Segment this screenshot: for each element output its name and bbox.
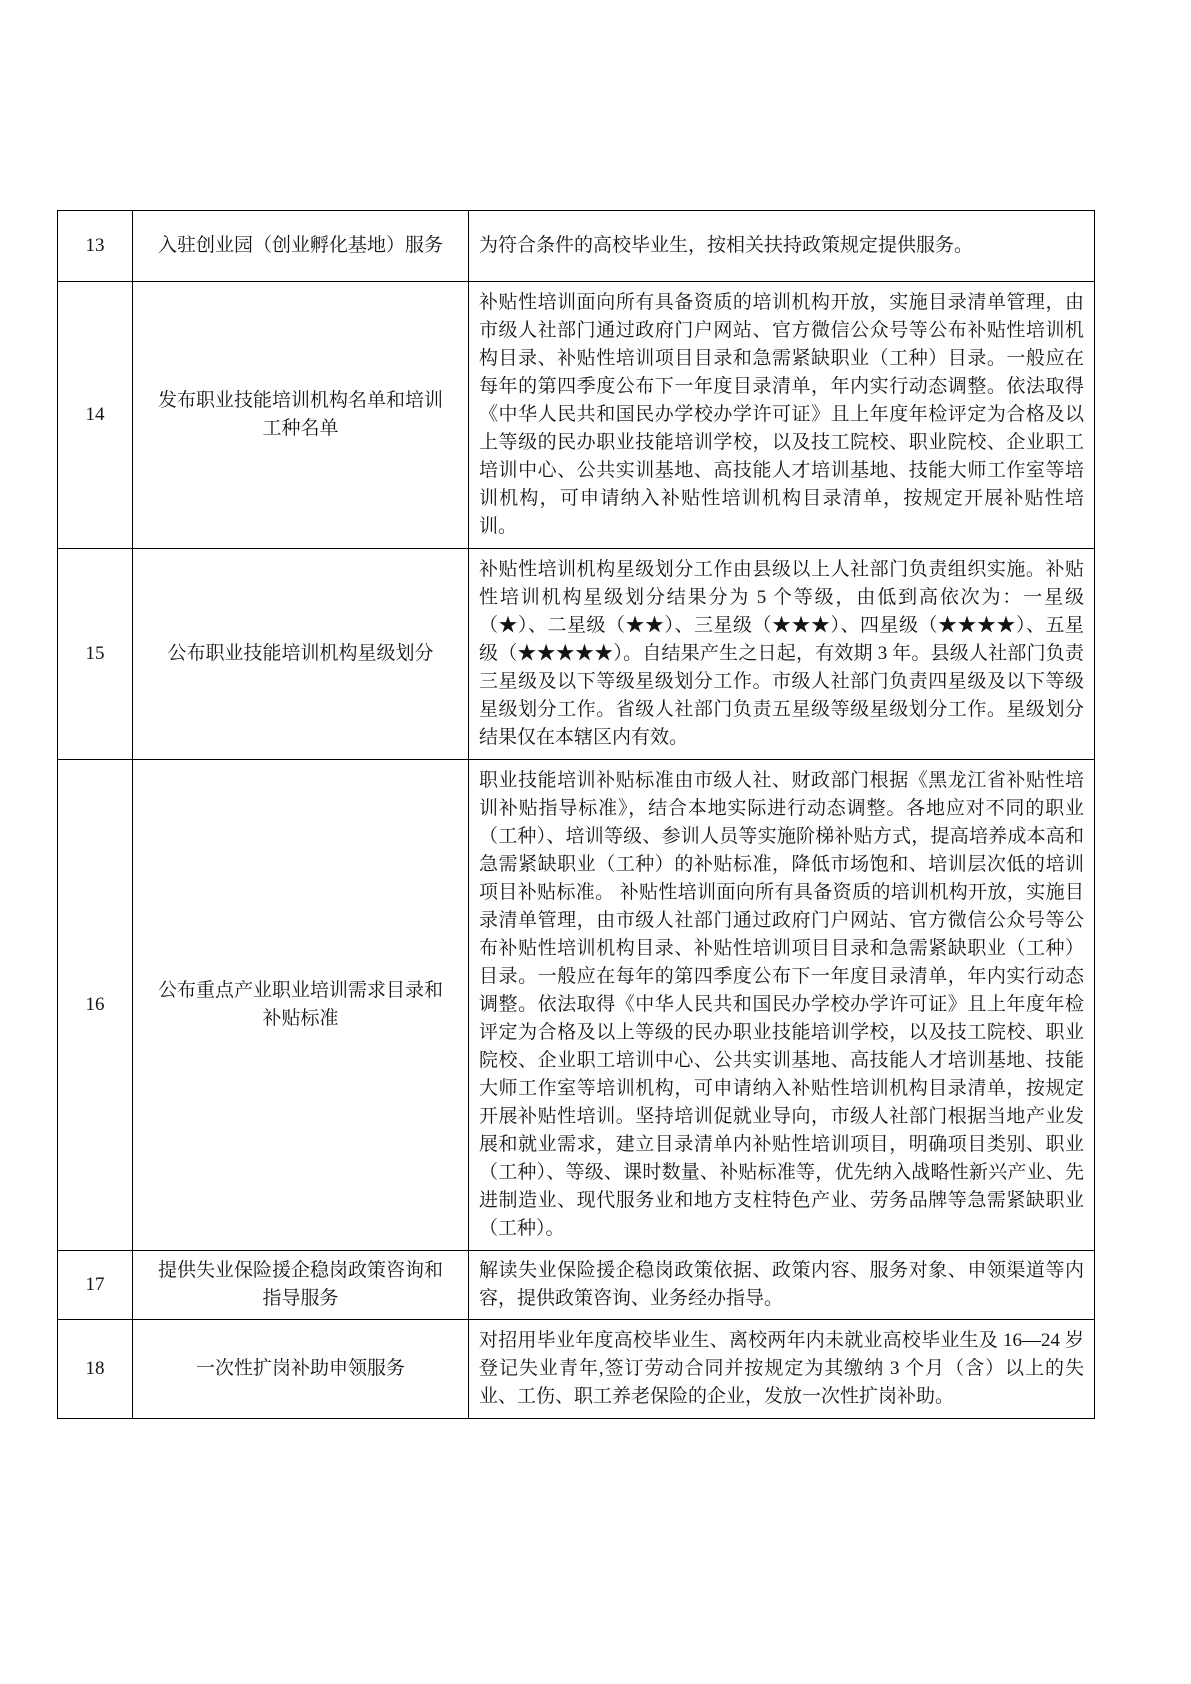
table-row xyxy=(58,1251,1095,1320)
table-row xyxy=(58,549,1095,760)
table-row xyxy=(58,211,1095,282)
service-table xyxy=(57,210,1095,1419)
service-name-cell: 一次性扩岗补助申领服务 xyxy=(133,1320,469,1419)
service-name-cell: 入驻创业园（创业孵化基地）服务 xyxy=(133,211,469,282)
table-row xyxy=(58,760,1095,1251)
service-description-cell: 补贴性培训机构星级划分工作由县级以上人社部门负责组织实施。补贴性培训机构星级划分结果分为 5 个等级，由低到高依次为：一星级（★）、二星级（★★）、三星级（★★★）、四星级（★★★★）、五星级（★★★★★）。自结果产生之日起，有效期 3 年。县级人社部门负责三星级及以下等级星级划分工作。市级人社部门负责四星级及以下等级星级划分工作。省级人社部门负责五星级等级星级划分工作。星级划分结果仅在本辖区内有效。 xyxy=(469,549,1095,760)
service-description-cell: 解读失业保险援企稳岗政策依据、政策内容、服务对象、申领渠道等内容，提供政策咨询、业务经办指导。 xyxy=(469,1251,1095,1320)
row-number-cell: 13 xyxy=(58,211,133,282)
service-name-cell: 公布重点产业职业培训需求目录和补贴标准 xyxy=(133,760,469,1251)
service-name-cell: 公布职业技能培训机构星级划分 xyxy=(133,549,469,760)
row-number-cell: 17 xyxy=(58,1251,133,1320)
row-number-cell: 15 xyxy=(58,549,133,760)
service-description-cell: 补贴性培训面向所有具备资质的培训机构开放，实施目录清单管理，由市级人社部门通过政府门户网站、官方微信公众号等公布补贴性培训机构目录、补贴性培训项目目录和急需紧缺职业（工种）目录。一般应在每年的第四季度公布下一年度目录清单，年内实行动态调整。依法取得《中华人民共和国民办学校办学许可证》且上年度年检评定为合格及以上等级的民办职业技能培训学校，以及技工院校、职业院校、企业职工培训中心、公共实训基地、高技能人才培训基地、技能大师工作室等培训机构，可申请纳入补贴性培训机构目录清单，按规定开展补贴性培训。 xyxy=(469,282,1095,549)
row-number-cell: 14 xyxy=(58,282,133,549)
service-name-cell: 发布职业技能培训机构名单和培训工种名单 xyxy=(133,282,469,549)
service-description-cell: 职业技能培训补贴标准由市级人社、财政部门根据《黑龙江省补贴性培训补贴指导标准》，结合本地实际进行动态调整。各地应对不同的职业（工种）、培训等级、参训人员等实施阶梯补贴方式，提高培养成本高和急需紧缺职业（工种）的补贴标准，降低市场饱和、培训层次低的培训项目补贴标准。 补贴性培训面向所有具备资质的培训机构开放，实施目录清单管理，由市级人社部门通过政府门户网站、官方微信公众号等公布补贴性培训机构目录、补贴性培训项目目录和急需紧缺职业（工种）目录。一般应在每年的第四季度公布下一年度目录清单，年内实行动态调整。依法取得《中华人民共和国民办学校办学许可证》且上年度年检评定为合格及以上等级的民办职业技能培训学校，以及技工院校、职业院校、企业职工培训中心、公共实训基地、高技能人才培训基地、技能大师工作室等培训机构，可申请纳入补贴性培训机构目录清单，按规定开展补贴性培训。坚持培训促就业导向，市级人社部门根据当地产业发展和就业需求，建立目录清单内补贴性培训项目，明确项目类别、职业（工种）、等级、课时数量、补贴标准等，优先纳入战略性新兴产业、先进制造业、现代服务业和地方支柱特色产业、劳务品牌等急需紧缺职业（工种）。 xyxy=(469,760,1095,1251)
service-table-body xyxy=(58,211,1095,1419)
table-row xyxy=(58,282,1095,549)
table-row xyxy=(58,1320,1095,1419)
row-number-cell: 16 xyxy=(58,760,133,1251)
row-number-cell: 18 xyxy=(58,1320,133,1419)
service-description-cell: 对招用毕业年度高校毕业生、离校两年内未就业高校毕业生及 16—24 岁登记失业青年,签订劳动合同并按规定为其缴纳 3 个月（含）以上的失业、工伤、职工养老保险的企业，发放一次性扩岗补助。 xyxy=(469,1320,1095,1419)
service-name-cell: 提供失业保险援企稳岗政策咨询和指导服务 xyxy=(133,1251,469,1320)
service-description-cell: 为符合条件的高校毕业生，按相关扶持政策规定提供服务。 xyxy=(469,211,1095,282)
